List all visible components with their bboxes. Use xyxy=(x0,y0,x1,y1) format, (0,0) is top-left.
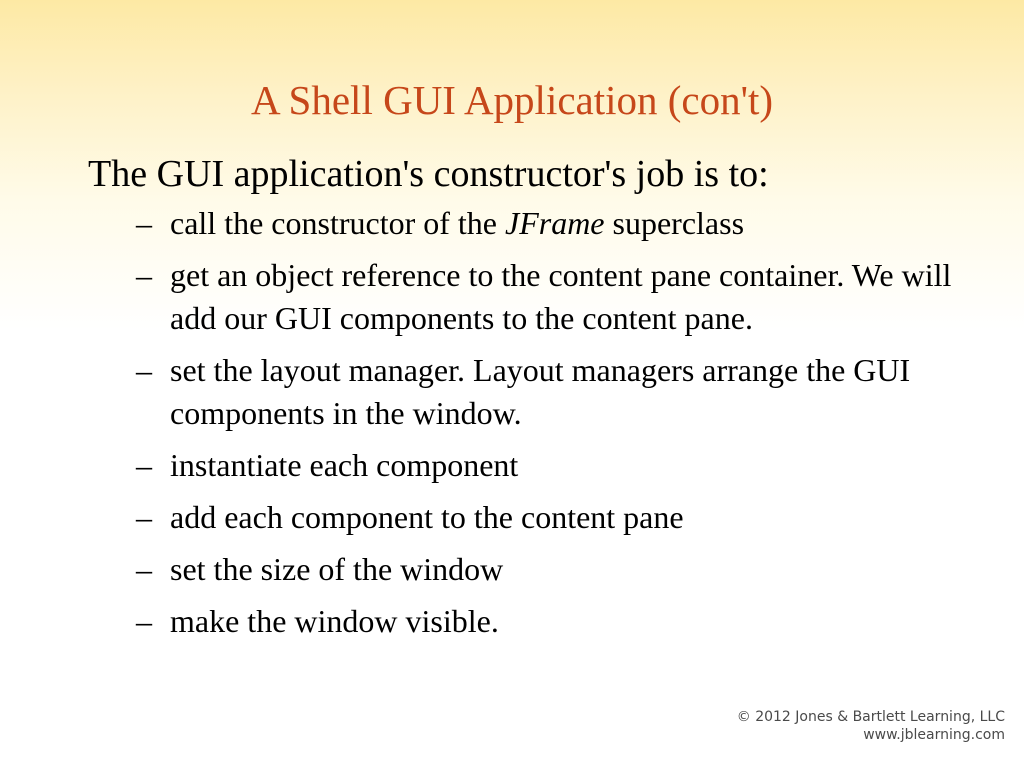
item-text: get an object reference to the content pane container. We will add our GUI components to the content pane. xyxy=(170,257,952,336)
item-text-after: superclass xyxy=(604,205,745,241)
dash-marker: – xyxy=(136,499,152,535)
dash-marker: – xyxy=(136,257,152,293)
dash-marker: – xyxy=(136,551,152,587)
copyright-footer xyxy=(737,708,1005,744)
item-text: make the window visible. xyxy=(170,603,499,639)
slide-title: A Shell GUI Application (con't) xyxy=(250,77,774,123)
list-item xyxy=(88,496,968,539)
list-item xyxy=(88,202,968,245)
list-item xyxy=(88,444,968,487)
bullet-list xyxy=(88,202,968,643)
dash-marker: – xyxy=(136,447,152,483)
list-item xyxy=(88,548,968,591)
list-item xyxy=(88,600,968,643)
list-item xyxy=(88,254,968,340)
copyright-text: © 2012 Jones & Bartlett Learning, LLC xyxy=(736,709,1005,725)
item-text: set the size of the window xyxy=(170,551,504,587)
slide-content xyxy=(88,150,968,652)
dash-marker: – xyxy=(136,205,152,241)
list-item xyxy=(88,349,968,435)
item-text: add each component to the content pane xyxy=(170,499,684,535)
website-text: www.jblearning.com xyxy=(863,727,1005,743)
item-text: instantiate each component xyxy=(170,447,519,483)
intro-text: The GUI application's constructor's job is to: xyxy=(88,153,769,195)
item-text: set the layout manager. Layout managers arrange the GUI components in the window. xyxy=(170,352,911,431)
dash-marker: – xyxy=(136,352,152,388)
item-text-emphasis: JFrame xyxy=(504,205,605,241)
item-text-before: call the constructor of the xyxy=(170,205,505,241)
dash-marker: – xyxy=(136,603,152,639)
